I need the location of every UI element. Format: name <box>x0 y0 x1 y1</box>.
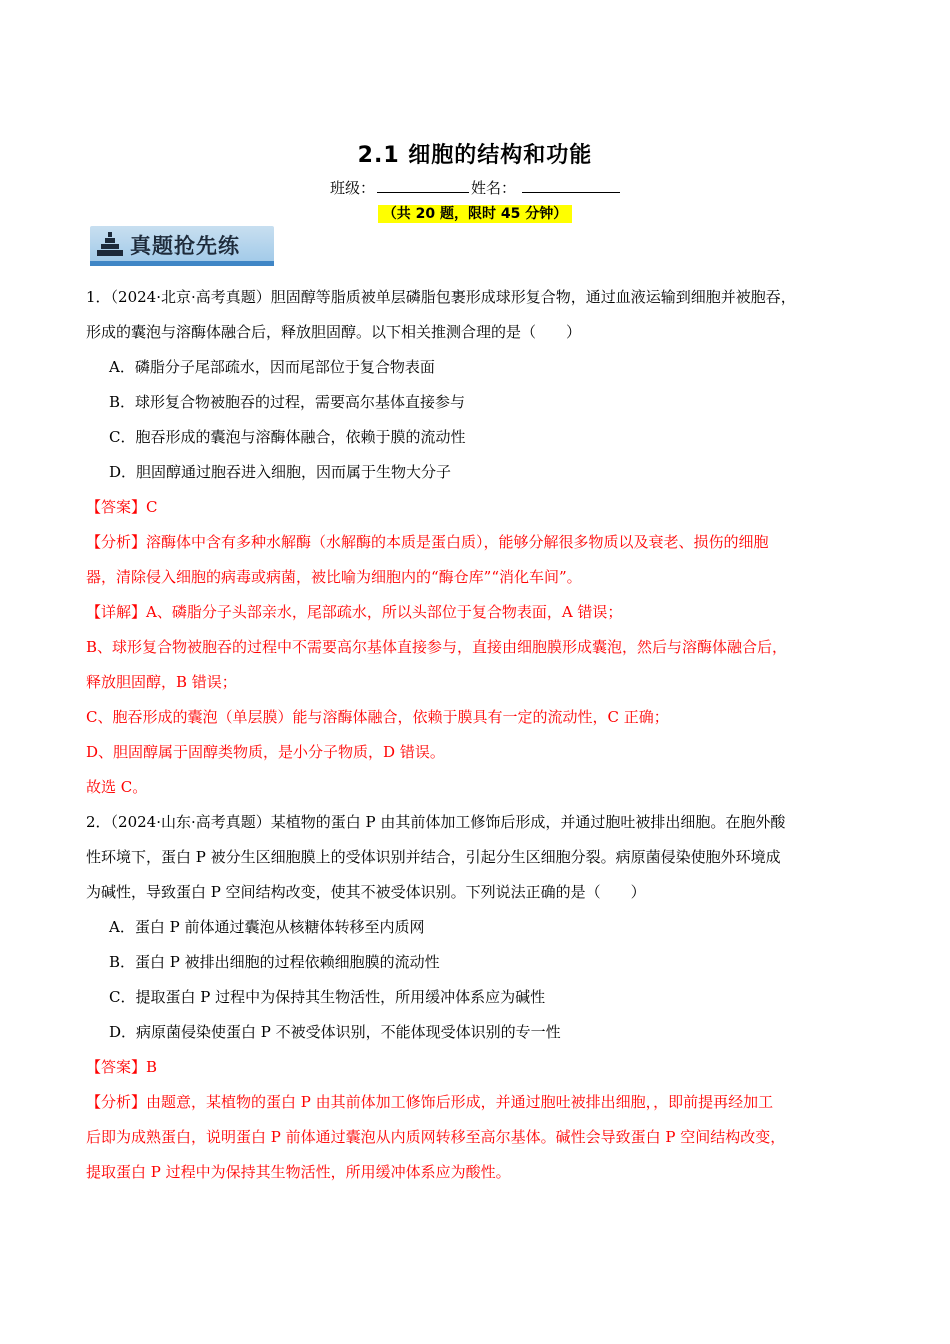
q1-option-c: C．胞吞形成的囊泡与溶酶体融合，依赖于膜的流动性 <box>109 428 466 446</box>
q1-stem-line: 1．（2024·北京·高考真题）胆固醇等脂质被单层磷脂包裹形成球形复合物，通过血液运输到细胞并被胞吞， <box>86 288 796 306</box>
q2-option-d: D．病原菌侵染使蛋白 P 不被受体识别，不能体现受体识别的专一性 <box>109 1023 561 1041</box>
time-limit-note <box>0 203 950 223</box>
q2-stem-line: 性环境下，蛋白 P 被分生区细胞膜上的受体识别并结合，引起分生区细胞分裂。病原菌侵染使胞外环境成 <box>86 848 781 866</box>
pyramid-icon <box>95 231 125 259</box>
q1-option-b: B．球形复合物被胞吞的过程，需要高尔基体直接参与 <box>109 393 466 411</box>
q1-option-a: A．磷脂分子尾部疏水，因而尾部位于复合物表面 <box>109 358 435 376</box>
q2-analysis-line: 后即为成熟蛋白，说明蛋白 P 前体通过囊泡从内质网转移至高尔基体。碱性会导致蛋白 P 空间结构改变， <box>86 1128 786 1146</box>
name-label: 姓名： <box>471 179 517 197</box>
q1-stem-line: 形成的囊泡与溶酶体融合后，释放胆固醇。以下相关推测合理的是（ ） <box>86 323 582 341</box>
q2-analysis-line: 【分析】由题意，某植物的蛋白 P 由其前体加工修饰后形成，并通过胞吐被排出细胞，，即前提再经加工 <box>86 1093 774 1111</box>
q1-analysis-line: 【分析】溶酶体中含有多种水解酶（水解酶的本质是蛋白质），能够分解很多物质以及衰老、损伤的细胞 <box>86 533 769 551</box>
q2-stem-line: 为碱性，导致蛋白 P 空间结构改变，使其不被受体识别。下列说法正确的是（ ） <box>86 883 646 901</box>
q1-detail-line: B、球形复合物被胞吞的过程中不需要高尔基体直接参与，直接由细胞膜形成囊泡，然后与溶酶体融合后， <box>86 638 788 656</box>
q2-option-a: A．蛋白 P 前体通过囊泡从核糖体转移至内质网 <box>109 918 425 936</box>
banner-underline <box>90 261 274 266</box>
question-body <box>86 280 876 1190</box>
q1-conclusion: 故选 C。 <box>86 778 148 796</box>
q2-answer: 【答案】B <box>86 1058 158 1076</box>
q1-detail-line: 【详解】A、磷脂分子头部亲水，尾部疏水，所以头部位于复合物表面，A 错误； <box>86 603 623 621</box>
q2-option-b: B．蛋白 P 被排出细胞的过程依赖细胞膜的流动性 <box>109 953 440 971</box>
q1-analysis-line: 器，清除侵入细胞的病毒或病菌，被比喻为细胞内的“酶仓库”“消化车间”。 <box>86 568 582 586</box>
q1-option-d: D．胆固醇通过胞吞进入细胞，因而属于生物大分子 <box>109 463 452 481</box>
time-limit-text: （共 20 题，限时 45 分钟） <box>378 205 572 223</box>
q2-option-c: C．提取蛋白 P 过程中为保持其生物活性，所用缓冲体系应为碱性 <box>109 988 546 1006</box>
q1-detail-line: 释放胆固醇，B 错误； <box>86 673 237 691</box>
q1-detail-line: D、胆固醇属于固醇类物质，是小分子物质，D 错误。 <box>86 743 445 761</box>
banner-text: 真题抢先练 <box>130 233 240 258</box>
page-title: 2.1 细胞的结构和功能 <box>357 143 593 168</box>
name-blank[interactable] <box>522 178 620 193</box>
q2-stem-line: 2．（2024·山东·高考真题）某植物的蛋白 P 由其前体加工修饰后形成，并通过胞吐被排出细胞。在胞外酸 <box>86 813 786 831</box>
q1-detail-line: C、胞吞形成的囊泡（单层膜）能与溶酶体融合，依赖于膜具有一定的流动性，C 正确； <box>86 708 669 726</box>
q1-answer: 【答案】C <box>86 498 158 516</box>
class-name-line <box>0 177 950 198</box>
section-banner <box>90 226 274 266</box>
q2-analysis-line: 提取蛋白 P 过程中为保持其生物活性，所用缓冲体系应为酸性。 <box>86 1163 511 1181</box>
class-blank[interactable] <box>377 178 469 193</box>
class-label: 班级： <box>329 179 375 197</box>
